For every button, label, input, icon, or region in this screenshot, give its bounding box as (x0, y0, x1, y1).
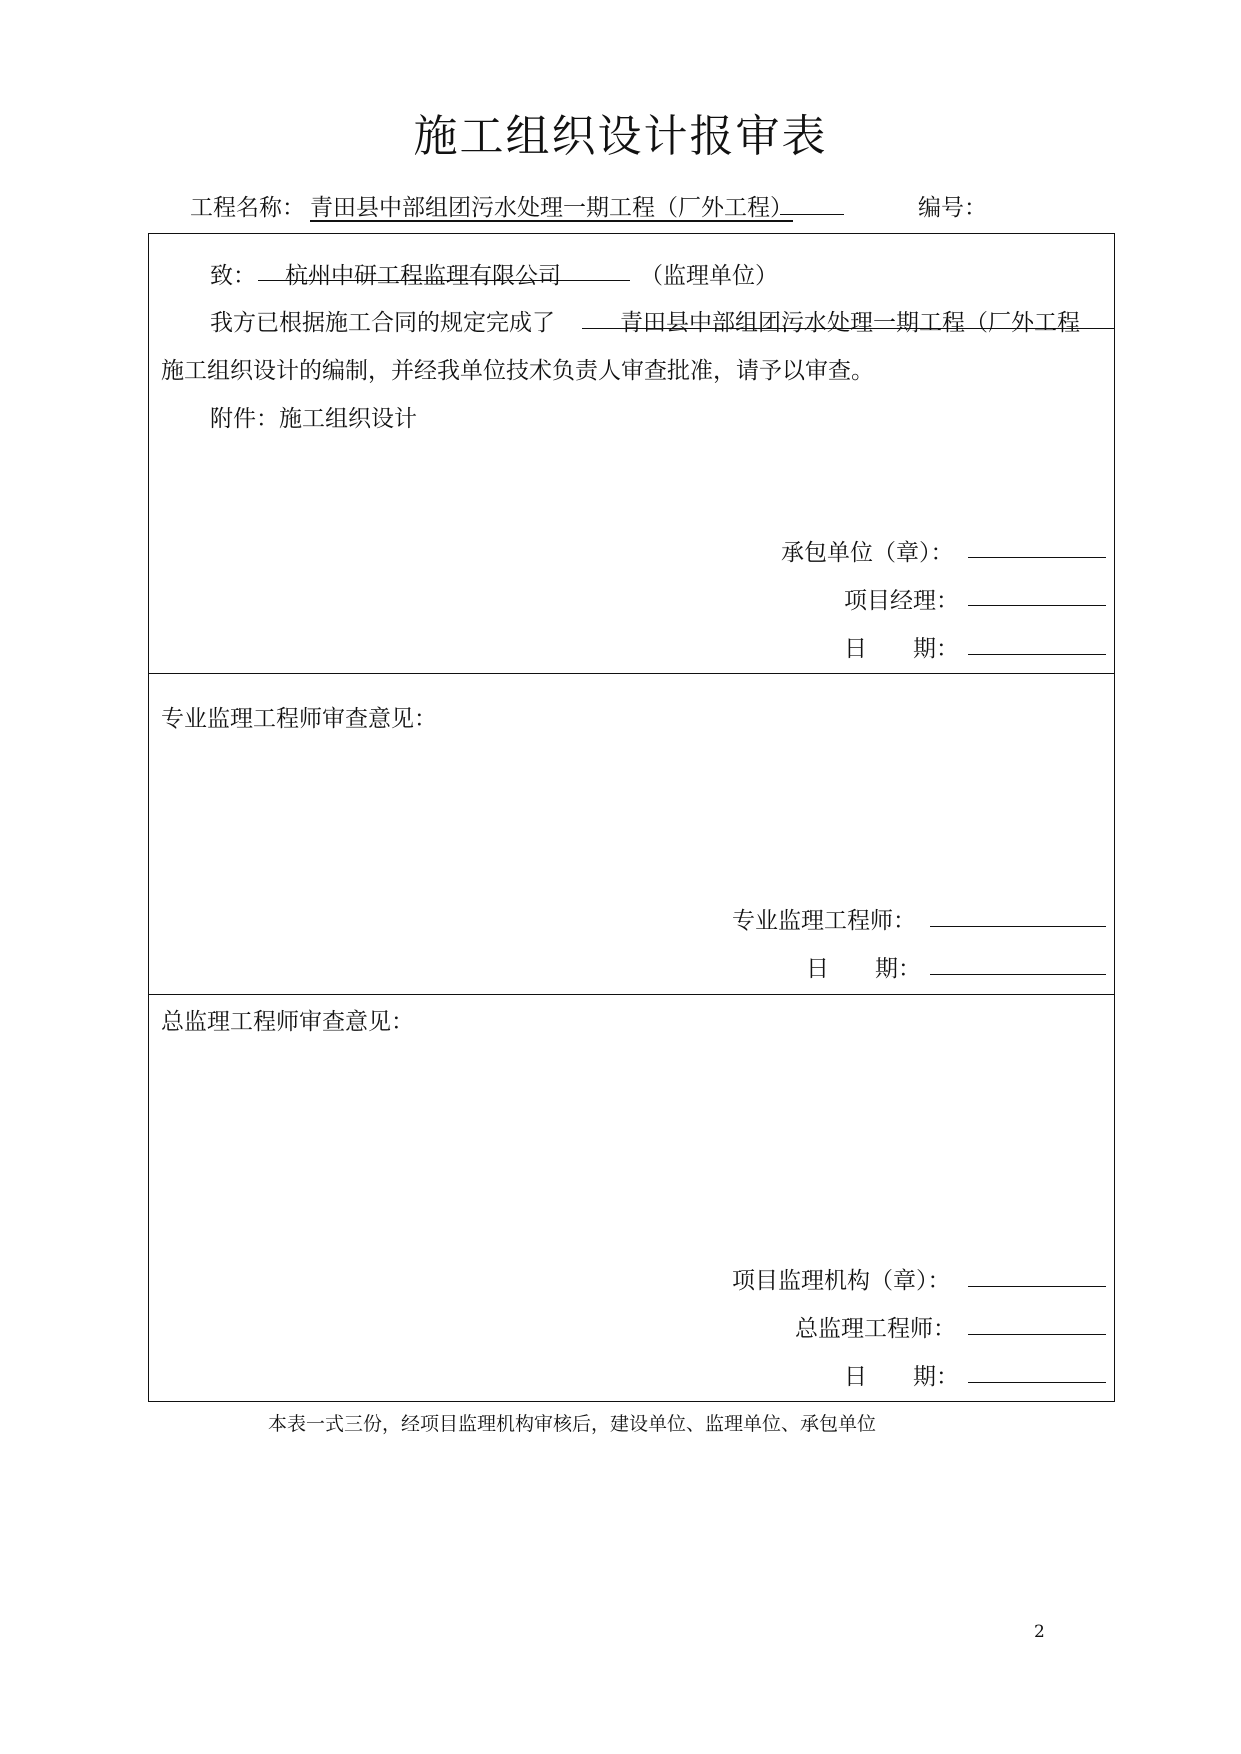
body-prefix: 我方已根据施工合同的规定完成了 (210, 310, 555, 336)
sign-engineer-label: 专业监理工程师： (732, 908, 916, 934)
engineer-opinion-heading: 专业监理工程师审查意见： (161, 706, 437, 732)
attachment: 附件：施工组织设计 (210, 406, 417, 432)
to-company: 杭州中研工程监理有限公司 (285, 263, 561, 289)
sign-org-line (968, 1286, 1106, 1287)
project-name-underline-tail (780, 214, 844, 215)
sign-date-line-2 (930, 974, 1106, 975)
body-line2: 施工组织设计的编制，并经我单位技术负责人审查批准，请予以审查。 (161, 358, 874, 384)
to-suffix: （监理单位） (640, 263, 778, 289)
sign-date-label-2: 日 期： (806, 956, 921, 982)
section-divider-2 (148, 994, 1115, 995)
project-name-value: 青田县中部组团污水处理一期工程（厂外工程） (310, 195, 793, 221)
page-number: 2 (1034, 1622, 1045, 1642)
project-name-label: 工程名称： (190, 195, 305, 221)
sign-date-line-3 (968, 1382, 1106, 1383)
section-divider-1 (148, 673, 1115, 674)
to-label: 致： (210, 263, 256, 289)
sign-date-label-3: 日 期： (844, 1364, 959, 1390)
sign-pm-line (968, 605, 1106, 606)
sign-date-line-1 (968, 654, 1106, 655)
chief-opinion-heading: 总监理工程师审查意见： (161, 1009, 414, 1035)
sign-org-label: 项目监理机构（章）： (732, 1268, 951, 1294)
sign-contractor-line (968, 557, 1106, 558)
sign-engineer-line (930, 926, 1106, 927)
sign-contractor-label: 承包单位（章）： (781, 540, 954, 566)
sign-date-label-1: 日 期： (844, 636, 959, 662)
footer-note: 本表一式三份，经项目监理机构审核后，建设单位、监理单位、承包单位 (268, 1413, 877, 1435)
sign-pm-label: 项目经理： (844, 588, 959, 614)
number-label: 编号： (918, 195, 987, 221)
sign-chief-line (968, 1334, 1106, 1335)
body-project: 青田县中部组团污水处理一期工程（厂外工程 (620, 310, 1080, 336)
page-title: 施工组织设计报审表 (413, 111, 828, 162)
sign-chief-label: 总监理工程师： (795, 1316, 956, 1342)
